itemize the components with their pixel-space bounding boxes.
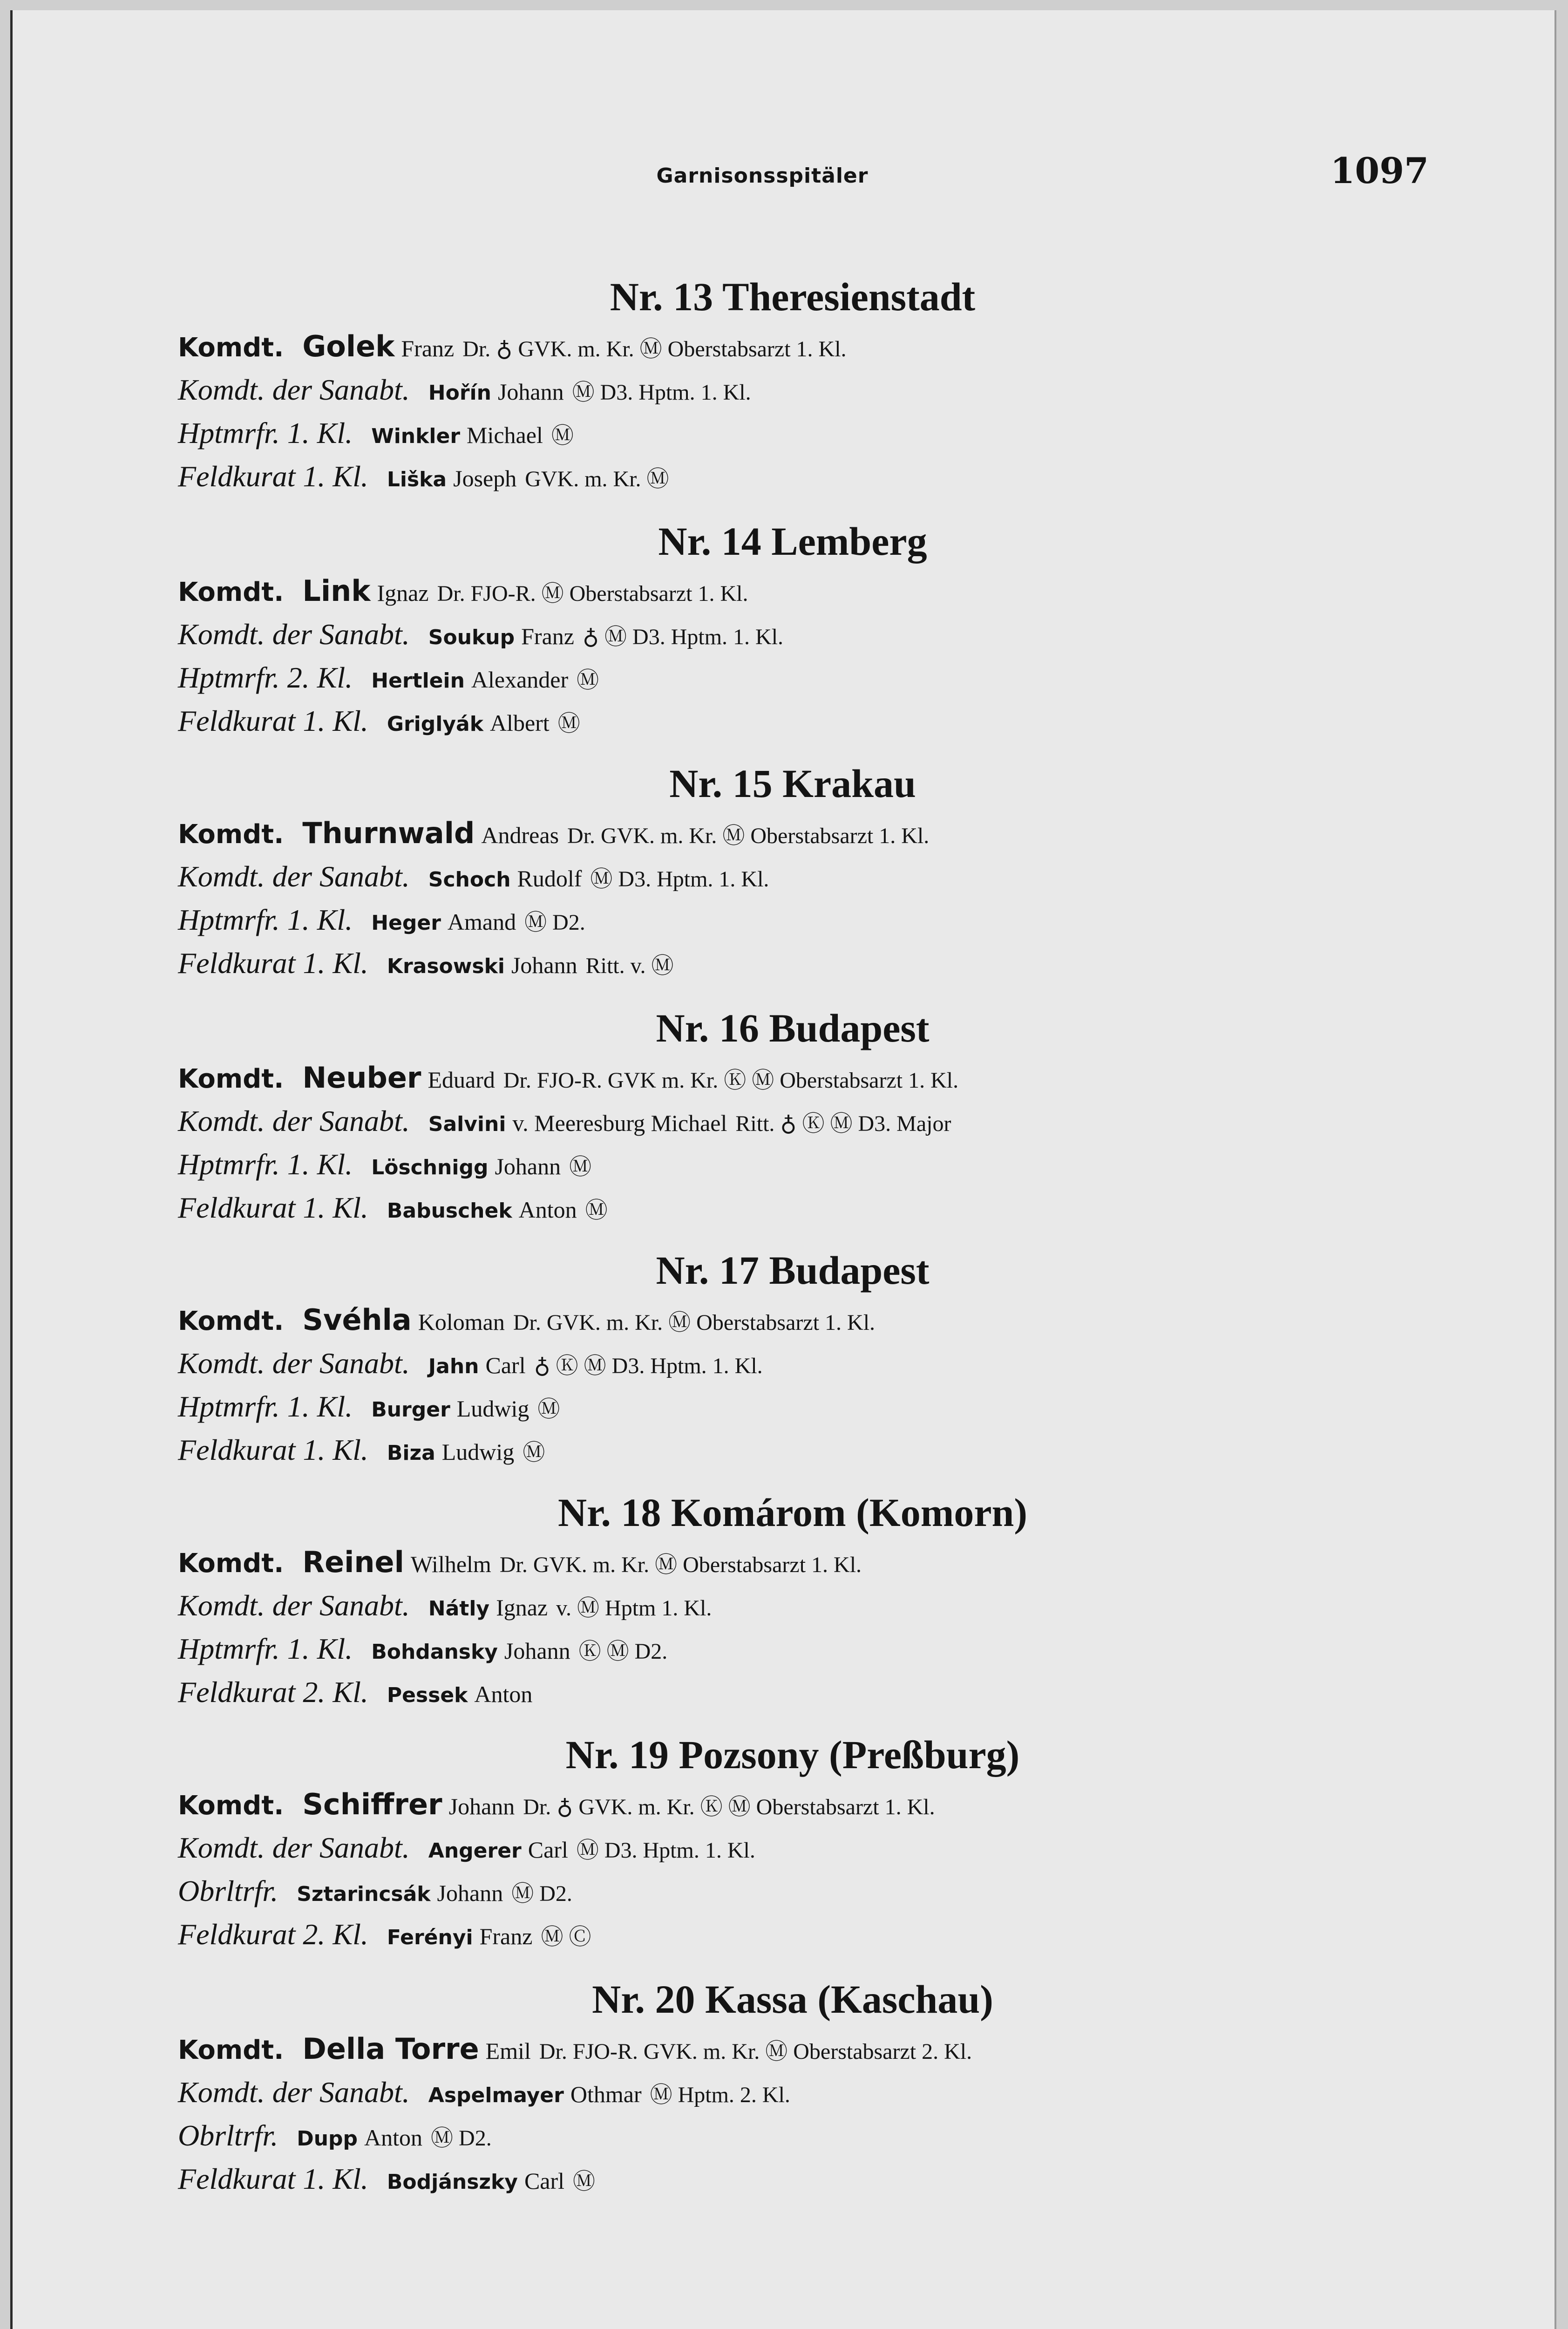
- staff-details: Ⓜ D2.: [431, 2126, 492, 2151]
- staff-given-name: Ludwig: [456, 1396, 529, 1422]
- staff-role: Feldkurat 1. Kl.: [178, 460, 368, 493]
- staff-given-name: Johann: [497, 379, 564, 405]
- staff-entry: [178, 898, 1559, 941]
- staff-given-name: Rudolf: [517, 865, 582, 892]
- staff-surname: Löschnigg: [371, 1156, 489, 1179]
- staff-surname: Angerer: [428, 1839, 522, 1863]
- staff-entry: [178, 2027, 1559, 2070]
- staff-surname: Reinel: [302, 1545, 404, 1579]
- staff-given-name: Amand: [447, 909, 516, 935]
- staff-given-name: Johann: [437, 1880, 503, 1906]
- staff-details: Dr. GVK. m. Kr. Ⓜ Oberstabsarzt 1. Kl.: [567, 824, 930, 848]
- staff-given-name: Johann: [448, 1793, 515, 1819]
- staff-given-name: Johann: [511, 952, 577, 978]
- staff-entry: [178, 941, 1559, 985]
- staff-entry: [178, 2157, 1559, 2200]
- staff-given-name: Ignaz: [496, 1594, 548, 1621]
- hospital-section: [13, 1242, 1559, 1471]
- staff-given-name: Anton: [474, 1681, 533, 1707]
- staff-entry: [178, 1428, 1559, 1471]
- staff-surname: Dupp: [297, 2127, 358, 2151]
- staff-details: Ⓜ Hptm. 2. Kl.: [650, 2083, 790, 2107]
- staff-role: Komdt. der Sanabt.: [178, 618, 410, 651]
- staff-role: Komdt.: [178, 577, 284, 607]
- staff-details: Dr. GVK. m. Kr. Ⓜ Oberstabsarzt 1. Kl.: [499, 1553, 862, 1577]
- hospital-section: [13, 1000, 1559, 1229]
- staff-role: Hptmrfr. 1. Kl.: [178, 1632, 353, 1665]
- staff-entry: [178, 1342, 1559, 1385]
- staff-surname: Burger: [371, 1398, 450, 1422]
- page-number: 1097: [1330, 150, 1429, 191]
- staff-entry: [178, 2070, 1559, 2114]
- staff-details: v. Ⓜ Hptm 1. Kl.: [556, 1596, 712, 1621]
- staff-role: Komdt.: [178, 1306, 284, 1336]
- staff-entry: [178, 613, 1559, 656]
- staff-entry: [178, 1298, 1559, 1342]
- staff-given-name: Othmar: [570, 2081, 642, 2107]
- staff-surname: Della Torre: [302, 2032, 479, 2066]
- hospital-section: [13, 513, 1559, 742]
- staff-entry: [178, 1783, 1559, 1826]
- staff-given-name: Franz: [479, 1923, 533, 1949]
- staff-details: Ⓜ: [537, 1397, 560, 1422]
- staff-role: Feldkurat 1. Kl.: [178, 704, 368, 737]
- staff-given-name: Carl: [524, 2168, 565, 2194]
- staff-surname: Biza: [387, 1441, 435, 1465]
- staff-surname: Hertlein: [371, 669, 465, 693]
- staff-surname: Babuschek: [387, 1199, 512, 1223]
- staff-role: Komdt.: [178, 1791, 284, 1821]
- hospital-title: Nr. 14 Lemberg: [658, 519, 927, 564]
- staff-entry: [178, 2114, 1559, 2157]
- staff-details: Ⓜ: [585, 1198, 608, 1223]
- staff-entry: [178, 656, 1559, 699]
- staff-entry: [178, 325, 1559, 368]
- staff-role: Komdt.: [178, 333, 284, 363]
- staff-details: Ⓜ: [551, 423, 574, 448]
- staff-entry: [178, 1826, 1559, 1869]
- staff-details: Ⓜ: [577, 668, 599, 693]
- staff-entry: [178, 455, 1559, 498]
- staff-given-name: Johann: [504, 1638, 570, 1664]
- staff-surname: Neuber: [302, 1061, 421, 1095]
- staff-role: Komdt. der Sanabt.: [178, 1347, 410, 1380]
- staff-role: Obrltrfr.: [178, 1874, 278, 1907]
- hospital-section: [13, 1971, 1559, 2200]
- staff-details: Ⓜ D3. Hptm. 1. Kl.: [576, 1838, 755, 1863]
- staff-surname: Nátly: [428, 1597, 490, 1621]
- hospital-title: Nr. 16 Budapest: [656, 1006, 930, 1050]
- staff-role: Hptmrfr. 1. Kl.: [178, 1148, 353, 1181]
- staff-details: GVK. m. Kr. Ⓜ: [525, 467, 669, 491]
- hospital-section: [13, 1727, 1559, 1956]
- staff-details: Dr. GVK. m. Kr. Ⓜ Oberstabsarzt 1. Kl.: [513, 1310, 876, 1335]
- staff-given-name: Wilhelm: [410, 1551, 491, 1577]
- staff-surname: Schiffrer: [302, 1787, 442, 1821]
- staff-entry: [178, 569, 1559, 613]
- hospital-section: [13, 1485, 1559, 1714]
- staff-entry: [178, 1056, 1559, 1099]
- staff-entry: [178, 1186, 1559, 1229]
- hospital-section: [13, 756, 1559, 985]
- staff-given-name: Franz: [521, 623, 574, 649]
- staff-surname: Jahn: [428, 1355, 479, 1378]
- staff-role: Komdt. der Sanabt.: [178, 1104, 410, 1137]
- staff-surname: Heger: [371, 911, 441, 935]
- staff-entry: [178, 368, 1559, 411]
- staff-given-name: Franz: [401, 335, 455, 361]
- staff-role: Hptmrfr. 2. Kl.: [178, 661, 353, 694]
- staff-role: Feldkurat 1. Kl.: [178, 2162, 368, 2195]
- hospital-title: Nr. 17 Budapest: [656, 1248, 930, 1293]
- staff-details: Ⓜ: [573, 2169, 596, 2194]
- staff-entry: [178, 1869, 1559, 1913]
- staff-surname: Svéhla: [302, 1303, 412, 1337]
- hospital-title: Nr. 18 Komárom (Komorn): [558, 1490, 1027, 1535]
- staff-details: Ⓜ: [557, 711, 580, 736]
- staff-details: Dr. FJO-R. GVK m. Kr. Ⓚ Ⓜ Oberstabsarzt 1. Kl.: [503, 1068, 959, 1093]
- staff-entry: [178, 411, 1559, 455]
- staff-entry: [178, 699, 1559, 742]
- page: [10, 10, 1556, 2329]
- staff-role: Hptmrfr. 1. Kl.: [178, 416, 353, 449]
- staff-surname: Pessek: [387, 1683, 468, 1707]
- staff-entry: [178, 1584, 1559, 1627]
- staff-role: Feldkurat 1. Kl.: [178, 947, 368, 980]
- staff-role: Komdt. der Sanabt.: [178, 1589, 410, 1622]
- staff-surname: Ferényi: [387, 1926, 473, 1949]
- staff-details: Dr. ♁ GVK. m. Kr. Ⓜ Oberstabsarzt 1. Kl.: [462, 337, 847, 361]
- staff-given-name: v. Meeresburg Michael: [512, 1110, 727, 1136]
- staff-surname: Hořín: [428, 381, 491, 405]
- staff-surname: Liška: [387, 468, 447, 491]
- staff-role: Komdt.: [178, 1064, 284, 1094]
- staff-details: Ⓜ Ⓒ: [541, 1925, 591, 1949]
- staff-entry: [178, 1099, 1559, 1143]
- staff-details: Ⓜ D3. Hptm. 1. Kl.: [590, 867, 769, 892]
- staff-details: Dr. FJO-R. GVK. m. Kr. Ⓜ Oberstabsarzt 2. Kl.: [539, 2039, 972, 2064]
- staff-details: Ⓚ Ⓜ D2.: [578, 1639, 668, 1664]
- staff-role: Komdt. der Sanabt.: [178, 373, 410, 406]
- staff-details: Ⓜ D3. Hptm. 1. Kl.: [572, 380, 751, 405]
- hospital-section: [13, 269, 1559, 498]
- staff-entry: [178, 1627, 1559, 1670]
- staff-given-name: Johann: [495, 1153, 561, 1179]
- staff-role: Obrltrfr.: [178, 2119, 278, 2152]
- staff-surname: Thurnwald: [302, 816, 475, 850]
- staff-given-name: Carl: [485, 1352, 526, 1378]
- staff-role: Komdt.: [178, 2035, 284, 2065]
- staff-role: Komdt. der Sanabt.: [178, 1831, 410, 1864]
- staff-given-name: Joseph: [453, 465, 517, 491]
- staff-given-name: Anton: [518, 1197, 577, 1223]
- staff-surname: Sztarincsák: [297, 1882, 431, 1906]
- hospital-title: Nr. 20 Kassa (Kaschau): [592, 1977, 993, 2022]
- staff-given-name: Eduard: [428, 1067, 495, 1093]
- staff-surname: Griglyák: [387, 712, 483, 736]
- staff-surname: Schoch: [428, 868, 511, 892]
- staff-surname: Golek: [302, 329, 395, 363]
- hospital-title: Nr. 13 Theresienstadt: [610, 274, 976, 319]
- staff-details: Dr. FJO-R. Ⓜ Oberstabsarzt 1. Kl.: [437, 581, 748, 606]
- staff-given-name: Alexander: [471, 667, 569, 693]
- staff-given-name: Anton: [364, 2125, 423, 2151]
- staff-given-name: Carl: [528, 1837, 568, 1863]
- staff-role: Feldkurat 2. Kl.: [178, 1918, 368, 1951]
- staff-role: Feldkurat 2. Kl.: [178, 1675, 368, 1709]
- staff-surname: Salvini: [428, 1112, 506, 1136]
- staff-given-name: Ludwig: [441, 1439, 515, 1465]
- staff-details: Ⓜ: [569, 1155, 592, 1179]
- staff-given-name: Ignaz: [377, 580, 429, 606]
- staff-entry: [178, 1670, 1559, 1714]
- staff-surname: Winkler: [371, 424, 461, 448]
- staff-details: Dr. ♁ GVK. m. Kr. Ⓚ Ⓜ Oberstabsarzt 1. Kl.: [523, 1795, 935, 1819]
- staff-surname: Krasowski: [387, 954, 505, 978]
- staff-surname: Aspelmayer: [428, 2084, 564, 2107]
- staff-given-name: Andreas: [481, 822, 559, 848]
- staff-details: ♁ Ⓚ Ⓜ D3. Hptm. 1. Kl.: [534, 1354, 763, 1378]
- running-header: Garnisonsspitäler: [656, 164, 869, 188]
- staff-entry: [178, 1143, 1559, 1186]
- staff-role: Komdt. der Sanabt.: [178, 860, 410, 893]
- staff-details: Ritt. v. Ⓜ: [585, 953, 674, 978]
- staff-surname: Soukup: [428, 626, 515, 649]
- staff-entry: [178, 1913, 1559, 1956]
- hospital-title: Nr. 15 Krakau: [669, 761, 916, 806]
- staff-details: Ⓜ D2.: [524, 910, 585, 935]
- staff-role: Hptmrfr. 1. Kl.: [178, 903, 353, 936]
- staff-role: Komdt.: [178, 819, 284, 850]
- staff-entry: [178, 1540, 1559, 1584]
- staff-role: Feldkurat 1. Kl.: [178, 1191, 368, 1224]
- staff-details: ♁ Ⓜ D3. Hptm. 1. Kl.: [582, 625, 784, 649]
- staff-given-name: Emil: [485, 2038, 531, 2064]
- staff-details: Ritt. ♁ Ⓚ Ⓜ D3. Major: [735, 1111, 951, 1136]
- hospital-title: Nr. 19 Pozsony (Preßburg): [565, 1732, 1020, 1777]
- staff-details: Ⓜ: [523, 1440, 545, 1465]
- staff-details: Ⓜ D2.: [511, 1881, 572, 1906]
- staff-role: Hptmrfr. 1. Kl.: [178, 1390, 353, 1423]
- staff-entry: [178, 855, 1559, 898]
- staff-role: Feldkurat 1. Kl.: [178, 1433, 368, 1466]
- staff-surname: Bodjánszky: [387, 2170, 518, 2194]
- staff-given-name: Albert: [489, 710, 550, 736]
- staff-given-name: Koloman: [418, 1309, 505, 1335]
- staff-role: Komdt.: [178, 1548, 284, 1579]
- staff-surname: Link: [302, 574, 371, 608]
- staff-role: Komdt. der Sanabt.: [178, 2076, 410, 2109]
- staff-given-name: Michael: [467, 422, 543, 448]
- staff-entry: [178, 1385, 1559, 1428]
- staff-entry: [178, 811, 1559, 855]
- staff-surname: Bohdansky: [371, 1640, 498, 1664]
